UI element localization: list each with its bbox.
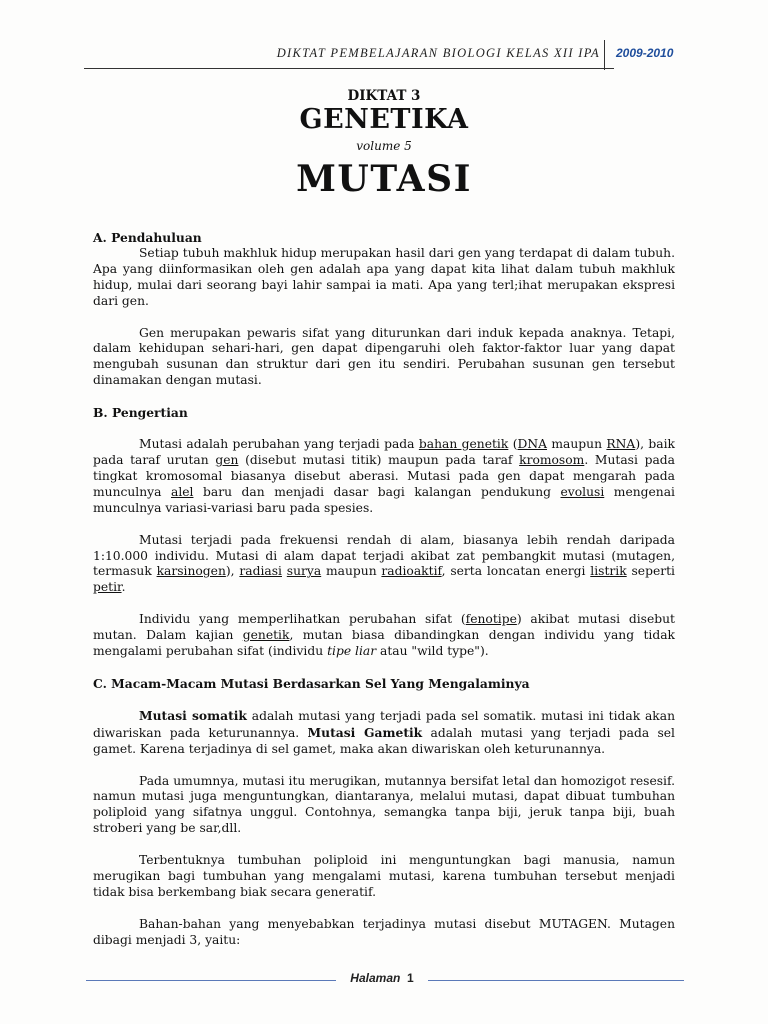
link-radiasi[interactable]: radiasi <box>239 564 282 579</box>
section-b-paragraph-3: Individu yang memperlihatkan perubahan sifat (fenotipe) akibat mutasi disebut mutan. Dalam kajian genetik, mutan biasa dibandingkan dengan individu yang tidak mengalami perubahan sifat (individu tipe liar atau "wild type"). <box>93 612 675 659</box>
section-a-paragraph-2: Gen merupakan pewaris sifat yang diturunkan dari induk kepada anaknya. Tetapi, dalam kehidupan sehari-hari, gen dapat dipengaruhi oleh faktor-faktor luar yang dapat mengubah susunan dan struktur dari gen itu sendiri. Perubahan susunan gen tersebut dinamakan dengan mutasi. <box>93 325 675 388</box>
footer-rule-left <box>86 980 336 981</box>
header-year: 2009-2010 <box>616 46 674 60</box>
link-gen[interactable]: gen <box>215 452 239 467</box>
link-bahan-genetik[interactable]: bahan genetik <box>418 437 509 452</box>
section-a-paragraph-1: Setiap tubuh makhluk hidup merupakan hasil dari gen yang terdapat di dalam tubuh. Apa yang diinformasikan oleh gen adalah apa yang dapat kita lihat dalam tubuh makhluk hidup, mulai dari seorang bayi lahir sampai ia mati. Apa yang terl;ihat merupakan ekspresi dari gen. <box>93 245 675 308</box>
link-radioaktif[interactable]: radioaktif <box>381 564 442 579</box>
topic-title: MUTASI <box>296 158 472 200</box>
link-evolusi[interactable]: evolusi <box>560 484 605 499</box>
header-rule <box>84 68 614 69</box>
link-rna[interactable]: RNA <box>606 437 636 452</box>
section-c-paragraph-4: Bahan-bahan yang menyebabkan terjadinya mutasi disebut MUTAGEN. Mutagen dibagi menjadi 3, yaitu: <box>93 916 675 947</box>
italic-tipe-liar: tipe liar <box>327 644 377 659</box>
link-genetik[interactable]: genetik <box>242 628 290 643</box>
page-number-value: 1 <box>407 971 414 985</box>
section-b-heading: B. Pengertian <box>93 405 188 421</box>
section-b-paragraph-2: Mutasi terjadi pada frekuensi rendah di alam, biasanya lebih rendah daripada 1:10.000 individu. Mutasi di alam dapat terjadi akibat zat pembangkit mutasi (mutagen, termasuk karsinogen), radiasi surya maupun radioaktif, serta loncatan energi listrik seperti petir. <box>93 532 675 595</box>
section-c-paragraph-2: Pada umumnya, mutasi itu merugikan, mutannya bersifat letal dan homozigot resesif. namun mutasi juga menguntungkan, diantaranya, melalui mutasi, dapat dibuat tumbuhan poliploid yang sifatnya unggul. Contohnya, semangka tanpa biji, jeruk tanpa biji, buah stroberi yang be sar,dll. <box>93 773 675 836</box>
footer-rule-right <box>428 980 684 981</box>
running-header-title: DIKTAT PEMBELAJARAN BIOLOGI KELAS XII IPA <box>276 46 600 60</box>
section-c-paragraph-1: Mutasi somatik adalah mutasi yang terjadi pada sel somatik. mutasi ini tidak akan diwariskan pada keturunannya. Mutasi Gametik adalah mutasi yang terjadi pada sel gamet. Karena terjadinya di sel gamet, maka akan diwariskan oleh keturunannya. <box>93 707 675 756</box>
link-alel[interactable]: alel <box>170 484 194 499</box>
subject-title: GENETIKA <box>299 104 469 135</box>
link-fenotipe[interactable]: fenotipe <box>465 612 517 627</box>
term-mutasi-somatik: Mutasi somatik <box>139 707 247 723</box>
section-a-heading: A. Pendahuluan <box>93 230 202 245</box>
section-c-heading: C. Macam-Macam Mutasi Berdasarkan Sel Yang Mengalaminya <box>93 675 530 691</box>
page-label: Halaman <box>350 971 401 985</box>
document-body <box>93 230 675 949</box>
section-c-paragraph-3: Terbentuknya tumbuhan poliploid ini menguntungkan bagi manusia, namun merugikan bagi tumbuhan yang mengalami mutasi, karena tumbuhan tersebut menjadi tidak bisa berkembang biak secara generatif. <box>93 853 675 899</box>
link-petir[interactable]: petir <box>93 580 122 595</box>
volume-label: volume 5 <box>356 139 412 153</box>
term-mutasi-gametik: Mutasi Gametik <box>307 724 423 740</box>
header-separator <box>604 40 605 70</box>
link-dna[interactable]: DNA <box>517 437 548 452</box>
link-karsinogen[interactable]: karsinogen <box>156 564 226 579</box>
link-surya[interactable]: surya <box>286 564 322 579</box>
link-kromosom[interactable]: kromosom <box>519 452 585 467</box>
link-listrik[interactable]: listrik <box>590 564 627 579</box>
section-b-paragraph-1: Mutasi adalah perubahan yang terjadi pada bahan genetik (DNA maupun RNA), baik pada taraf urutan gen (disebut mutasi titik) maupun pada taraf kromosom. Mutasi pada tingkat kromosomal biasanya disebut aberasi. Mutasi pada gen dapat mengarah pada munculnya alel baru dan menjadi dasar bagi kalangan pendukung evolusi mengenai munculnya variasi-variasi baru pada spesies. <box>93 437 675 515</box>
page-number <box>336 971 428 985</box>
diktat-number: DIKTAT 3 <box>347 88 421 104</box>
